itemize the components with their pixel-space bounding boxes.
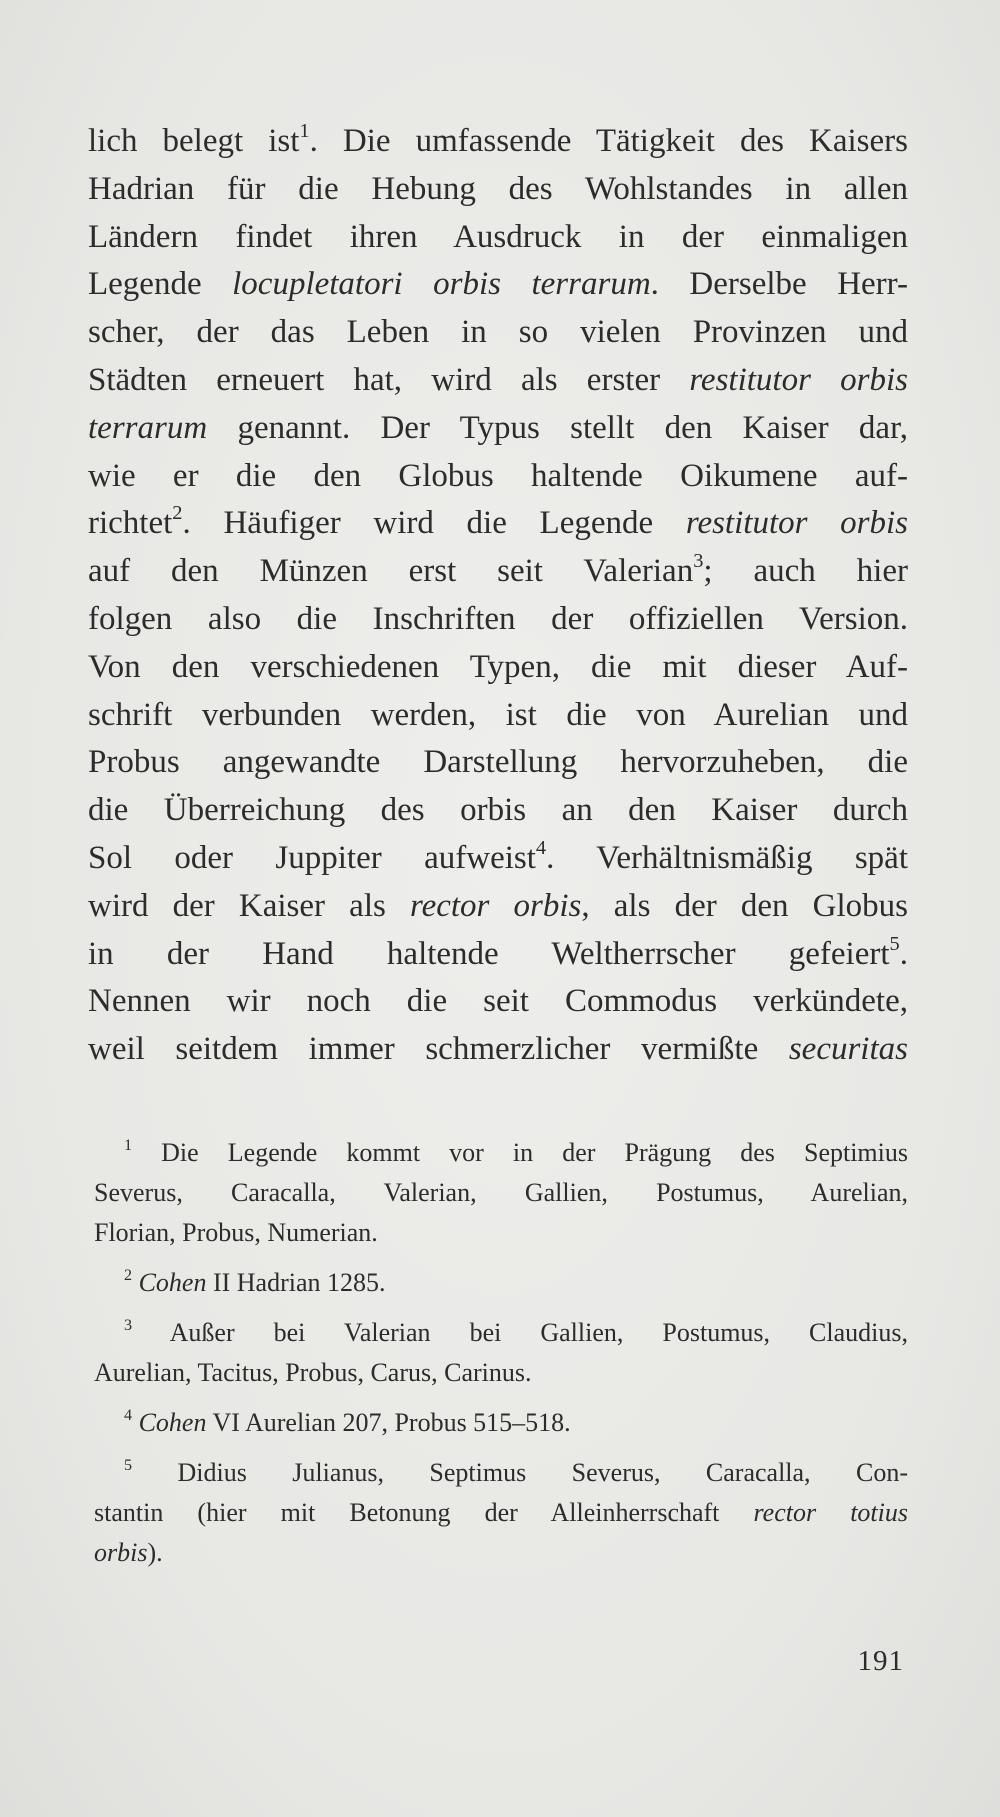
text-line: auf den Münzen erst seit Valerian$^3$; auch hier bbox=[88, 550, 908, 590]
footnote-line: stantin (hier mit Betonung der Alleinherrschaft rector totius bbox=[94, 1498, 909, 1527]
footnote bbox=[94, 1403, 908, 1443]
footnotes bbox=[94, 1133, 908, 1583]
footnote-line: $^3$ Außer bei Valerian bei Gallien, Postumus, Claudius, bbox=[124, 1316, 908, 1347]
text-line: die Überreichung des orbis an den Kaiser durch bbox=[88, 792, 908, 829]
footnote-marker: 5 bbox=[124, 1456, 133, 1474]
italic-term: restitutor orbis bbox=[685, 505, 908, 542]
italic-term: locupletatori orbis terrarum bbox=[232, 266, 651, 303]
footnote-line: $^2$ Cohen II Hadrian 1285. bbox=[124, 1266, 386, 1297]
footnote-marker: 5 bbox=[889, 932, 900, 955]
italic-term: orbis bbox=[94, 1538, 148, 1567]
footnote-marker: 3 bbox=[693, 550, 704, 573]
text-line: schrift verbunden werden, ist die von Aurelian und bbox=[88, 696, 908, 733]
text-line: terrarum genannt. Der Typus stellt den Kaiser dar, bbox=[88, 409, 908, 446]
text-line: richtet$^2$. Häufiger wird die Legende restitutor orbis bbox=[88, 502, 908, 542]
footnote-marker: 3 bbox=[124, 1316, 133, 1334]
footnote-line: $^4$ Cohen VI Aurelian 207, Probus 515–518. bbox=[124, 1406, 571, 1437]
text-line: folgen also die Inschriften der offiziellen Version. bbox=[88, 600, 908, 637]
footnote-marker: 1 bbox=[299, 119, 310, 142]
text-line: in der Hand haltende Weltherrscher gefeiert$^5$. bbox=[88, 932, 908, 972]
text-line: Ländern findet ihren Ausdruck in der einmaligen bbox=[88, 218, 908, 255]
footnote-line: Florian, Probus, Numerian. bbox=[94, 1218, 378, 1247]
footnote-marker: 4 bbox=[535, 836, 547, 859]
italic-term: rector totius bbox=[753, 1498, 909, 1527]
italic-term: Cohen bbox=[138, 1268, 207, 1297]
text-line: weil seitdem immer schmerzlicher vermißte securitas bbox=[88, 1031, 908, 1068]
italic-term: Cohen bbox=[138, 1408, 207, 1437]
footnote bbox=[94, 1263, 908, 1303]
italic-term: rector orbis bbox=[409, 887, 582, 924]
text-line: wird der Kaiser als rector orbis, als der den Globus bbox=[88, 887, 908, 924]
footnote-line: Aurelian, Tacitus, Probus, Carus, Carinus. bbox=[94, 1358, 532, 1387]
footnote bbox=[94, 1453, 908, 1573]
text-line: Hadrian für die Hebung des Wohlstandes in allen bbox=[88, 170, 908, 207]
footnote-marker: 2 bbox=[172, 502, 183, 525]
italic-term: restitutor orbis bbox=[689, 361, 908, 398]
footnote-marker: 1 bbox=[124, 1136, 133, 1154]
footnote-marker: 2 bbox=[124, 1266, 133, 1284]
footnote-line: orbis). bbox=[94, 1538, 163, 1567]
text-line: Nennen wir noch die seit Commodus verkündete, bbox=[88, 983, 908, 1020]
text-line: wie er die den Globus haltende Oikumene auf- bbox=[88, 457, 908, 494]
text-line: Von den verschiedenen Typen, die mit dieser Auf- bbox=[88, 648, 908, 685]
footnote bbox=[94, 1313, 908, 1393]
text-line: Städten erneuert hat, wird als erster restitutor orbis bbox=[88, 361, 908, 398]
page-number: 191 bbox=[857, 1645, 904, 1677]
italic-term: terrarum bbox=[88, 409, 208, 446]
footnote-marker: 4 bbox=[124, 1406, 133, 1424]
footnote-line: Severus, Caracalla, Valerian, Gallien, Postumus, Aurelian, bbox=[94, 1178, 908, 1207]
italic-term: securitas bbox=[788, 1031, 908, 1068]
footnote bbox=[94, 1133, 908, 1253]
text-line: scher, der das Leben in so vielen Provinzen und bbox=[88, 314, 908, 351]
text-line: Probus angewandte Darstellung hervorzuheben, die bbox=[88, 744, 908, 781]
footnote-line: $^5$ Didius Julianus, Septimus Severus, Caracalla, Con- bbox=[124, 1456, 908, 1487]
main-text bbox=[88, 118, 908, 1074]
text-line: Sol oder Juppiter aufweist$^4$. Verhältnismäßig spät bbox=[88, 836, 908, 876]
footnote-line: $^1$ Die Legende kommt vor in der Prägung des Septimius bbox=[124, 1136, 908, 1167]
text-line: Legende locupletatori orbis terrarum. Derselbe Herr- bbox=[88, 266, 908, 303]
text-line: lich belegt ist$^1$. Die umfassende Tätigkeit des Kaisers bbox=[88, 119, 908, 159]
